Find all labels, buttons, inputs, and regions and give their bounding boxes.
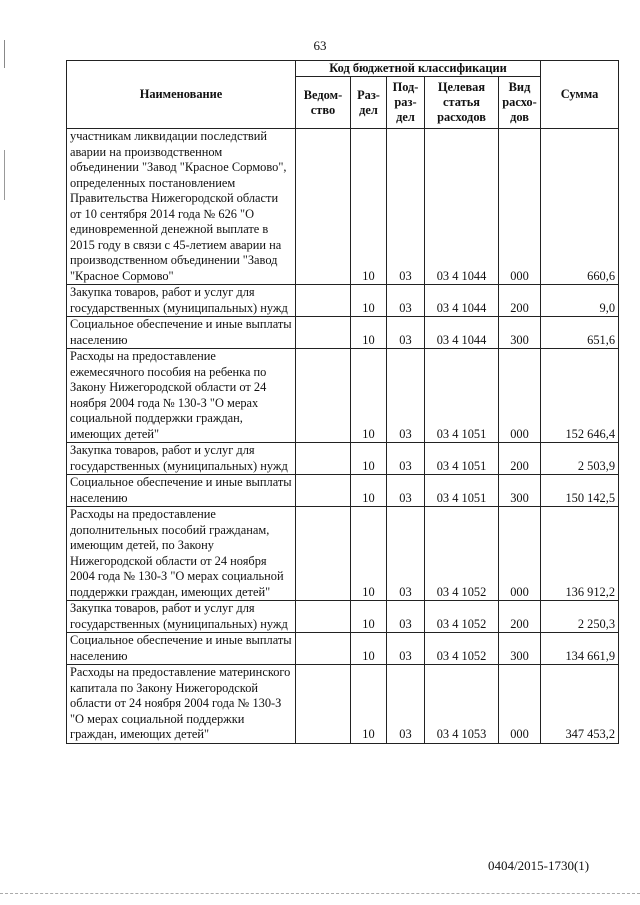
row-expense-type: 000 (499, 665, 541, 744)
table-row (67, 601, 619, 633)
row-target-article: 03 4 1051 (425, 475, 499, 507)
row-razdel: 10 (351, 443, 387, 475)
row-sum: 152 646,4 (541, 349, 619, 443)
header-sum: Сумма (541, 61, 619, 129)
row-razdel: 10 (351, 665, 387, 744)
row-razdel: 10 (351, 129, 387, 285)
row-name: Социальное обеспечение и иные выплаты населению (67, 633, 296, 665)
scan-artifact-line (4, 150, 5, 200)
row-expense-type: 300 (499, 475, 541, 507)
row-razdel: 10 (351, 475, 387, 507)
row-razdel: 10 (351, 349, 387, 443)
row-target-article: 03 4 1044 (425, 129, 499, 285)
header-vedomstvo: Ведом-ство (296, 77, 351, 129)
table-row (67, 633, 619, 665)
row-name: Расходы на предоставление ежемесячного пособия на ребенка по Закону Нижегородской области от 24 ноября 2004 года № 130-З "О мерах социальной поддержки граждан, имеющих детей" (67, 349, 296, 443)
table-row (67, 475, 619, 507)
row-vedomstvo (296, 317, 351, 349)
row-expense-type: 000 (499, 349, 541, 443)
row-name: Закупка товаров, работ и услуг для государственных (муниципальных) нужд (67, 285, 296, 317)
row-sum: 2 250,3 (541, 601, 619, 633)
scan-artifact-dashed-line (0, 893, 640, 894)
row-sum: 347 453,2 (541, 665, 619, 744)
header-name: Наименование (67, 61, 296, 129)
row-name: Расходы на предоставление материнского капитала по Закону Нижегородской области от 24 ноября 2004 года № 130-З "О мерах социальной поддержки граждан, имеющих детей" (67, 665, 296, 744)
row-name: участникам ликвидации последствий аварии на производственном объединении "Завод "Красное Сормово", определенных постановлением Правительства Нижегородской области от 10 сентября 2014 года № 626 "О единовременной денежной выплате в 2015 году в связи с 45-летием аварии на производственном объединении "Завод "Красное Сормово" (67, 129, 296, 285)
document-code: 0404/2015-1730(1) (488, 858, 590, 873)
header-target-article: Целевая статья расходов (425, 77, 499, 129)
row-sum: 660,6 (541, 129, 619, 285)
row-podrazdel: 03 (387, 317, 425, 349)
page-number: 63 (313, 38, 327, 53)
row-name: Закупка товаров, работ и услуг для государственных (муниципальных) нужд (67, 443, 296, 475)
row-razdel: 10 (351, 507, 387, 601)
row-expense-type: 300 (499, 633, 541, 665)
row-expense-type: 300 (499, 317, 541, 349)
table-row (67, 129, 619, 285)
row-vedomstvo (296, 507, 351, 601)
table-row (67, 507, 619, 601)
row-razdel: 10 (351, 633, 387, 665)
row-razdel: 10 (351, 285, 387, 317)
row-target-article: 03 4 1044 (425, 285, 499, 317)
row-podrazdel: 03 (387, 601, 425, 633)
row-vedomstvo (296, 443, 351, 475)
header-razdel: Раз-дел (351, 77, 387, 129)
row-podrazdel: 03 (387, 665, 425, 744)
row-vedomstvo (296, 633, 351, 665)
row-target-article: 03 4 1053 (425, 665, 499, 744)
budget-table (66, 60, 619, 744)
row-sum: 150 142,5 (541, 475, 619, 507)
row-name: Расходы на предоставление дополнительных пособий гражданам, имеющим детей, по Закону Нижегородской области от 24 ноября 2004 года № 130-З "О мерах социальной поддержки граждан, имеющих детей" (67, 507, 296, 601)
row-podrazdel: 03 (387, 349, 425, 443)
row-podrazdel: 03 (387, 443, 425, 475)
table-body (67, 129, 619, 744)
row-vedomstvo (296, 349, 351, 443)
row-expense-type: 000 (499, 129, 541, 285)
row-target-article: 03 4 1052 (425, 633, 499, 665)
table-row (67, 285, 619, 317)
row-podrazdel: 03 (387, 475, 425, 507)
header-budget-classification: Код бюджетной классификации (296, 61, 541, 77)
row-target-article: 03 4 1051 (425, 443, 499, 475)
row-target-article: 03 4 1052 (425, 507, 499, 601)
row-name: Социальное обеспечение и иные выплаты населению (67, 475, 296, 507)
row-sum: 2 503,9 (541, 443, 619, 475)
row-target-article: 03 4 1044 (425, 317, 499, 349)
row-vedomstvo (296, 285, 351, 317)
header-podrazdel: Под-раз-дел (387, 77, 425, 129)
row-expense-type: 000 (499, 507, 541, 601)
row-vedomstvo (296, 475, 351, 507)
row-razdel: 10 (351, 601, 387, 633)
table-row (67, 443, 619, 475)
row-podrazdel: 03 (387, 285, 425, 317)
table-row (67, 665, 619, 744)
row-sum: 134 661,9 (541, 633, 619, 665)
row-podrazdel: 03 (387, 129, 425, 285)
header-expense-type: Вид расхо-дов (499, 77, 541, 129)
row-target-article: 03 4 1051 (425, 349, 499, 443)
row-expense-type: 200 (499, 285, 541, 317)
table-row (67, 317, 619, 349)
row-name: Социальное обеспечение и иные выплаты населению (67, 317, 296, 349)
row-sum: 651,6 (541, 317, 619, 349)
row-expense-type: 200 (499, 443, 541, 475)
row-sum: 136 912,2 (541, 507, 619, 601)
row-name: Закупка товаров, работ и услуг для государственных (муниципальных) нужд (67, 601, 296, 633)
table-row (67, 349, 619, 443)
row-target-article: 03 4 1052 (425, 601, 499, 633)
row-vedomstvo (296, 665, 351, 744)
row-podrazdel: 03 (387, 633, 425, 665)
row-podrazdel: 03 (387, 507, 425, 601)
row-sum: 9,0 (541, 285, 619, 317)
row-razdel: 10 (351, 317, 387, 349)
row-expense-type: 200 (499, 601, 541, 633)
row-vedomstvo (296, 129, 351, 285)
row-vedomstvo (296, 601, 351, 633)
